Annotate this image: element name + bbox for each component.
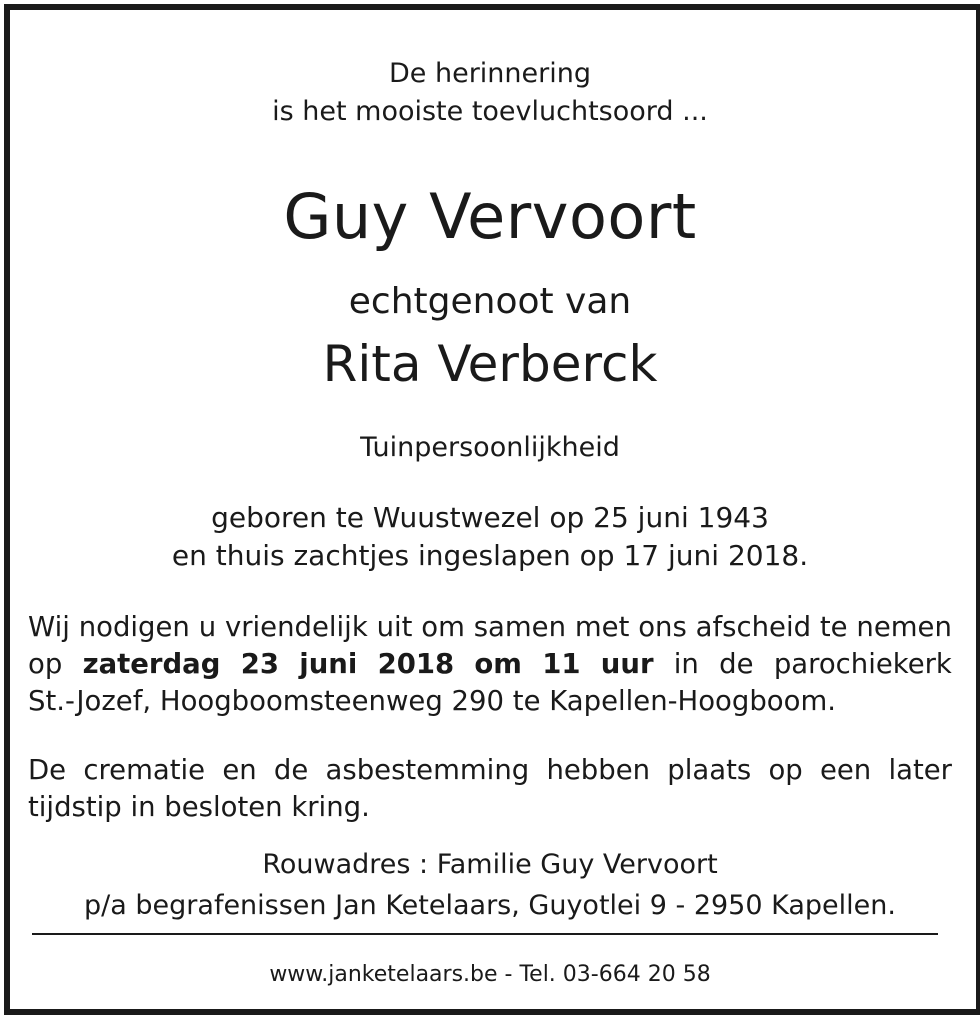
cremation-paragraph <box>28 752 952 826</box>
ceremony-datetime-word: juni <box>299 648 358 680</box>
cremation-word: asbestemming <box>325 754 530 786</box>
cremation-word: plaats <box>667 754 752 786</box>
ceremony-datetime-word: om <box>474 648 522 680</box>
funeral-home-contact: www.janketelaars.be - Tel. 03-664 20 58 <box>269 962 711 987</box>
invitation-word: parochiekerk <box>773 648 952 680</box>
cremation-line-2 <box>28 789 952 826</box>
deceased-title: Tuinpersoonlijkheid <box>360 432 620 463</box>
invitation-word: nemen <box>856 611 952 643</box>
invitation-word: in <box>673 648 699 680</box>
invitation-location: St.-Jozef, Hoogboomsteenweg 290 te Kapellen-Hoogboom. <box>28 685 836 717</box>
invitation-word: op <box>28 648 63 680</box>
cremation-word: op <box>768 754 803 786</box>
cremation-word: later <box>888 754 952 786</box>
deceased-name: Guy Vervoort <box>283 180 697 253</box>
invitation-word: met <box>574 611 630 643</box>
birth-line: geboren te Wuustwezel op 25 juni 1943 <box>211 501 769 534</box>
cremation-word: crematie <box>83 754 206 786</box>
cremation-word: een <box>819 754 872 786</box>
spouse-name: Rita Verberck <box>322 335 658 393</box>
invitation-word: de <box>719 648 754 680</box>
ceremony-datetime-word: 23 <box>240 648 279 680</box>
invitation-line-1 <box>28 609 952 646</box>
invitation-word: u <box>198 611 217 643</box>
invitation-word: Wij <box>28 611 70 643</box>
invitation-word: vriendelijk <box>224 611 368 643</box>
death-line: en thuis zachtjes ingeslapen op 17 juni 2018. <box>171 539 809 572</box>
invitation-word: te <box>819 611 848 643</box>
invitation-word: nodigen <box>78 611 190 643</box>
invitation-word: ons <box>638 611 687 643</box>
mourning-address-line-2: p/a begrafenissen Jan Ketelaars, Guyotlei 9 - 2950 Kapellen. <box>84 890 896 921</box>
motto-line-1: De herinnering <box>389 58 591 89</box>
invitation-word: samen <box>473 611 567 643</box>
motto-line-2: is het mooiste toevluchtsoord ... <box>272 96 708 127</box>
invitation-word: afscheid <box>695 611 812 643</box>
cremation-word: de <box>273 754 309 786</box>
invitation-line-3 <box>28 683 952 720</box>
ceremony-datetime-word: uur <box>600 648 654 680</box>
ceremony-datetime-word: zaterdag <box>82 648 221 680</box>
invitation-paragraph <box>28 609 952 720</box>
ceremony-datetime-word: 2018 <box>377 648 455 680</box>
mourning-address-line-1: Rouwadres : Familie Guy Vervoort <box>262 849 718 880</box>
cremation-text-end: tijdstip in besloten kring. <box>28 791 370 823</box>
invitation-word: om <box>421 611 465 643</box>
ceremony-datetime-word: 11 <box>542 648 581 680</box>
divider-line <box>32 933 938 935</box>
cremation-word: De <box>28 754 67 786</box>
cremation-word: hebben <box>546 754 651 786</box>
cremation-word: en <box>222 754 257 786</box>
cremation-line-1 <box>28 752 952 789</box>
relation-text: echtgenoot van <box>348 281 632 322</box>
invitation-line-2 <box>28 646 952 683</box>
invitation-word: uit <box>376 611 413 643</box>
